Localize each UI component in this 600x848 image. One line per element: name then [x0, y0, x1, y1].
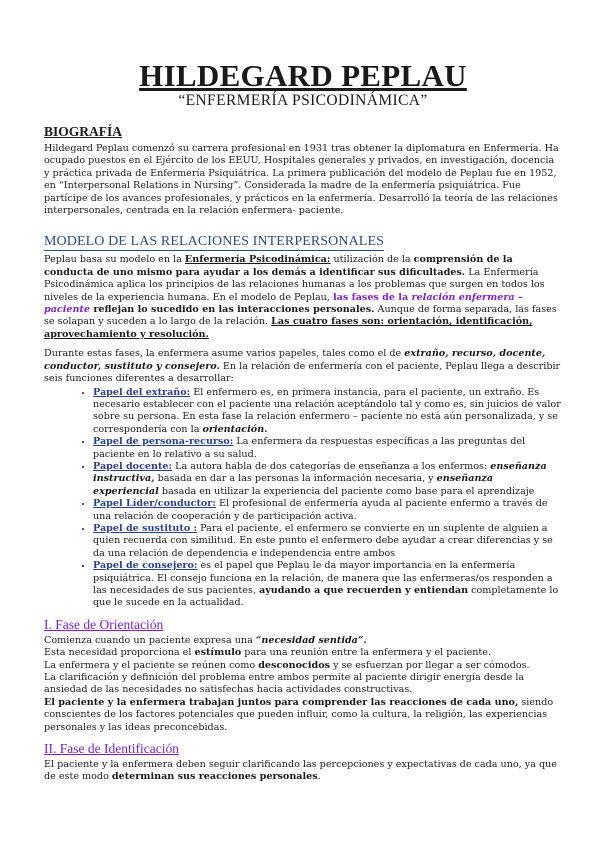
- fase1-line-4: La clarificación y definición del problema entre ambos permite al paciente dirigir energía desde la ansiedad de las necesidades no satisfechas hacia actividades constructivas.: [44, 672, 525, 696]
- text-run: El profesional de enfermería ayuda al paciente enfermo a través de una relación de cooperación y de participación activa.: [93, 498, 548, 522]
- text-run: siendo conscientes de los factores potenciales que pueden influir, como la cultura, la religión, las experiencias personales y las ideas preconcebidas.: [44, 696, 554, 733]
- fase1-line-3: [44, 660, 562, 672]
- text-run: .: [317, 771, 321, 783]
- list-item: [93, 436, 562, 461]
- fase1-line-5: [44, 697, 562, 734]
- text-run: El enfermero es, en primera instancia, para el paciente, un extraño. Es necesario establecer con el paciente una relación aceptándolo tal y como es, sin juicios de valor sobre su persona. En esta fase la relación enfermero – paciente no está aún personalizada, y se correspondería con la: [93, 386, 561, 435]
- text-run: Enfermería Psicodinámica:: [184, 254, 331, 266]
- list-item: [93, 498, 562, 523]
- text-run: “necesidad sentida”.: [255, 634, 367, 646]
- role-label: Papel de persona-recurso:: [93, 436, 234, 448]
- text-run: Aunque de forma separada, las fases se solapan y suceden a lo largo de la relación.: [44, 304, 557, 328]
- modelo-paragraph-1: [44, 254, 562, 341]
- fase2-text: [44, 759, 562, 784]
- text-run: Para el paciente, el enfermero se convierte en un suplente de alguien a quien recuerda con similitud. En este punto el enfermero debe ayudar a crear diferencias y se da una relación de dependencia e independencia entre ambos: [93, 522, 553, 559]
- text-run: para una reunión entre la enfermera y el paciente.: [241, 647, 492, 659]
- text-run: El paciente y la enfermera deben seguir clarificando las percepciones y expectativas de cada uno, ya que de este modo: [44, 759, 557, 783]
- text-run: Esta necesidad proporciona el: [44, 647, 195, 659]
- list-item: [93, 387, 562, 437]
- role-label: Papel de consejero:: [93, 560, 198, 572]
- text-run: comprensión de la conducta de uno mismo para ayudar a los demás a identificar sus dificultades.: [44, 254, 513, 278]
- text-run: Durante estas fases, la enfermera asume varios papeles, tales como el de: [44, 348, 405, 360]
- text-run: enseñanza instructiva,: [93, 460, 547, 485]
- text-run: La enfermera da respuestas específicas a las preguntas del paciente en lo relativo a su salud.: [93, 436, 526, 460]
- fase1-line-1: [44, 635, 562, 647]
- text-run: es el papel que Peplau le da mayor importancia en la enfermería psiquiátrica. El consejo funciona en la relación, de manera que las enfermeras/os responden a las necesidades de sus pacientes,: [93, 560, 553, 596]
- text-run: En la relación de enfermería con el paciente, Peplau llega a describir seis funciones diferentes a desarrollar:: [44, 360, 561, 385]
- biografia-text: Hildegard Peplau comenzó su carrera profesional en 1931 tras obtener la diplomatura en Enfermería. Ha ocupado puestos en el Ejército de los EEUU, Hospitales generales y privados, en investigación, docencia y práctica privada de Enfermería Psiquiátrica. La primera publicación del modelo de Peplau fue en 1952, en “Interpersonal Relations in Nursing”. Considerada la madre de la enfermería psiquiátrica. Fue partícipe de los avances profesionales, y prácticos en la enfermería. Desarrolló la teoría de las relaciones interpersonales, centrada en la relación enfermera- paciente.: [44, 143, 559, 217]
- fase-orientacion-heading: I. Fase de Orientación: [44, 616, 164, 632]
- text-run: Las cuatro fases son: orientación, identificación, aprovechamiento y resolución.: [44, 316, 533, 340]
- text-run: basada en dar a las personas la información necesaria, y: [154, 473, 437, 485]
- text-run: enseñanza experiencial: [93, 473, 494, 497]
- modelo-paragraph-2: [44, 348, 562, 385]
- text-run: relación enfermera – paciente: [44, 291, 523, 316]
- role-label: Papel docente:: [93, 460, 173, 472]
- page-subtitle: “ENFERMERÍA PSICODINÁMICA”: [178, 92, 428, 109]
- text-run: orientación.: [202, 423, 268, 435]
- fase-identificacion-heading: II. Fase de Identificación: [44, 741, 179, 757]
- text-run: desconocidos: [258, 659, 331, 671]
- list-item: [93, 523, 562, 560]
- text-run: y se esfuerzan por llegar a ser cómodos.: [330, 659, 530, 671]
- text-run: El paciente y la enfermera trabajan juntos para comprender las reacciones de cada uno,: [44, 696, 519, 708]
- text-run: basada en utilizar la experiencia del paciente como base para el aprendizaje: [158, 485, 535, 497]
- list-item: [93, 461, 562, 498]
- text-run: La autora habla de dos categorías de enseñanza a los enfermos:: [172, 460, 491, 472]
- text-run: Comienza cuando un paciente expresa una: [44, 634, 256, 646]
- text-run: estímulo: [194, 647, 242, 659]
- text-run: completamente lo que le sucede en la actualidad.: [93, 585, 559, 609]
- text-run: reflejan lo sucedido en las interacciones personales.: [90, 304, 375, 316]
- role-label: Papel Líder/conductor:: [93, 498, 216, 510]
- text-run: Peplau basa su modelo en la: [44, 254, 185, 266]
- text-run: ayudando a que recuerden y entiendan: [258, 585, 469, 596]
- text-run: La Enfermería Psicodinámica aplica los principios de las relaciones humanas a los problemas que surgen en todos los niveles de la experiencia humana. En el modelo de Peplau,: [44, 266, 545, 303]
- role-label: Papel de sustituto :: [93, 522, 198, 534]
- fase1-line-2: [44, 647, 562, 659]
- text-run: determinan sus reacciones personales: [111, 771, 318, 783]
- list-item: [93, 560, 562, 610]
- text-run: extraño, recurso, docente, conductor, sustituto y consejero.: [44, 348, 546, 372]
- text-run: La enfermera y el paciente se reúnen como: [44, 659, 259, 671]
- text-run: utilización de la: [330, 254, 414, 266]
- role-label: Papel del extraño:: [93, 386, 191, 398]
- modelo-heading: MODELO DE LAS RELACIONES INTERPERSONALES: [44, 234, 384, 250]
- text-run: las fases de la: [332, 291, 412, 303]
- page-title: HILDEGARD PEPLAU: [139, 58, 467, 93]
- roles-list: [44, 387, 562, 610]
- biografia-heading: BIOGRAFÍA: [44, 124, 123, 139]
